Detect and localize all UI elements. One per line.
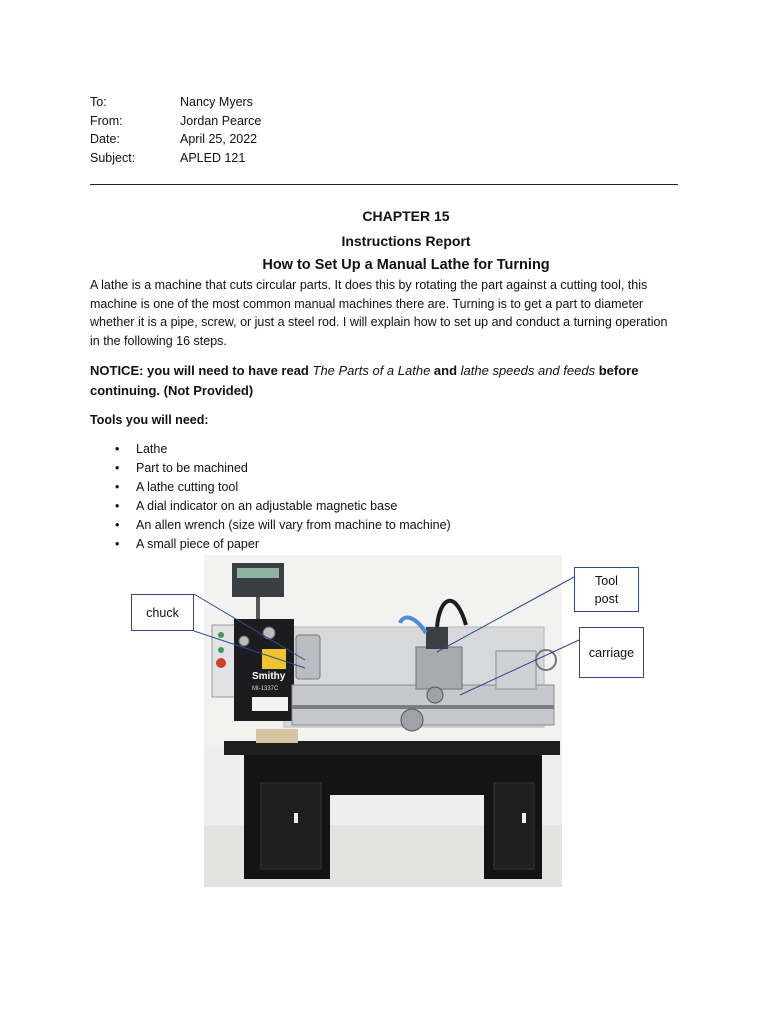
machine-brand-text: Smithy [252, 671, 286, 682]
gear-knob-icon [239, 636, 249, 646]
tools-heading: Tools you will need: [90, 413, 209, 427]
lathe-photo [204, 555, 562, 887]
info-plate [252, 697, 288, 711]
memo-to-row [90, 93, 261, 112]
chuck [296, 635, 320, 679]
memo-from-label: From: [90, 113, 123, 128]
cabinet-bridge [330, 755, 484, 795]
right-door-handle [522, 813, 526, 823]
memo-to-value: Nancy Myers [180, 95, 253, 109]
memo-subject-value: APLED 121 [180, 150, 246, 165]
callout-tool-post [574, 567, 639, 612]
start-button-icon [218, 632, 224, 638]
callout-tool-post-label [595, 572, 619, 608]
memo-from-row [90, 112, 261, 131]
handwheel-icon [401, 709, 423, 731]
forward-button-icon [218, 647, 224, 653]
callout-tool-post-line2: post [594, 591, 619, 606]
notice-reference-parts: The Parts of a Lathe [312, 363, 431, 378]
callout-chuck-label: chuck [146, 605, 179, 620]
chapter-heading: CHAPTER 15 [362, 208, 450, 224]
memo-subject-label: Subject: [90, 150, 136, 165]
notice-text-3: before continuing. (Not Provided) [90, 363, 639, 398]
notice-text-2: and [430, 363, 461, 378]
notice-text-1: NOTICE: you will need to have read [90, 363, 313, 378]
memo-from-value: Jordan Pearce [180, 113, 262, 128]
notice-reference-speeds: lathe speeds and feeds [460, 363, 596, 378]
machine-model-text: MI-1337C [252, 686, 279, 692]
lead-screw [292, 705, 554, 709]
tools-list [115, 440, 451, 554]
memo-header [90, 93, 261, 167]
list-item: • Lathe [115, 440, 451, 459]
memo-date-row [90, 130, 261, 149]
list-item: • A dial indicator on an adjustable magnetic base [115, 497, 451, 516]
carriage [416, 647, 462, 689]
callout-tool-post-line1: Tool [595, 573, 618, 588]
list-item: • A small piece of paper [115, 535, 451, 554]
callout-carriage [579, 627, 644, 678]
memo-date-value: April 25, 2022 [180, 132, 258, 146]
document-title: How to Set Up a Manual Lathe for Turning [262, 257, 550, 273]
chip-tray [224, 741, 560, 755]
left-door-handle [294, 813, 298, 823]
callout-chuck [131, 594, 194, 631]
tooling-block [256, 729, 298, 743]
list-item: • An allen wrench (size will vary from machine to machine) [115, 516, 451, 535]
right-cabinet-door [494, 783, 534, 869]
memo-subject-row [90, 149, 261, 168]
notice-paragraph [90, 361, 680, 401]
cross-slide-wheel-icon [427, 687, 443, 703]
speed-knob-icon [263, 627, 275, 639]
dro-screen [237, 568, 279, 578]
tool-post [426, 627, 448, 649]
memo-to-label: To: [90, 95, 107, 109]
report-heading: Instructions Report [341, 233, 471, 249]
memo-date-label: Date: [90, 132, 120, 146]
left-cabinet-door [261, 783, 321, 869]
stop-button-icon [216, 658, 226, 668]
callout-carriage-label: carriage [588, 645, 635, 660]
intro-paragraph: A lathe is a machine that cuts circular parts. It does this by rotating the part against a cutting tool, this machine is one of the most common manual machines there are. Turning is to get a part to diameter whether it is a pipe, screw, or just a steel rod. I will explain how to set up and conduct a turning operation in the following 16 steps. [90, 278, 668, 348]
tailstock [496, 651, 536, 689]
speed-chart [262, 649, 286, 669]
list-item: • Part to be machined [115, 459, 451, 478]
list-item: • A lathe cutting tool [115, 478, 451, 497]
header-divider [90, 184, 678, 185]
